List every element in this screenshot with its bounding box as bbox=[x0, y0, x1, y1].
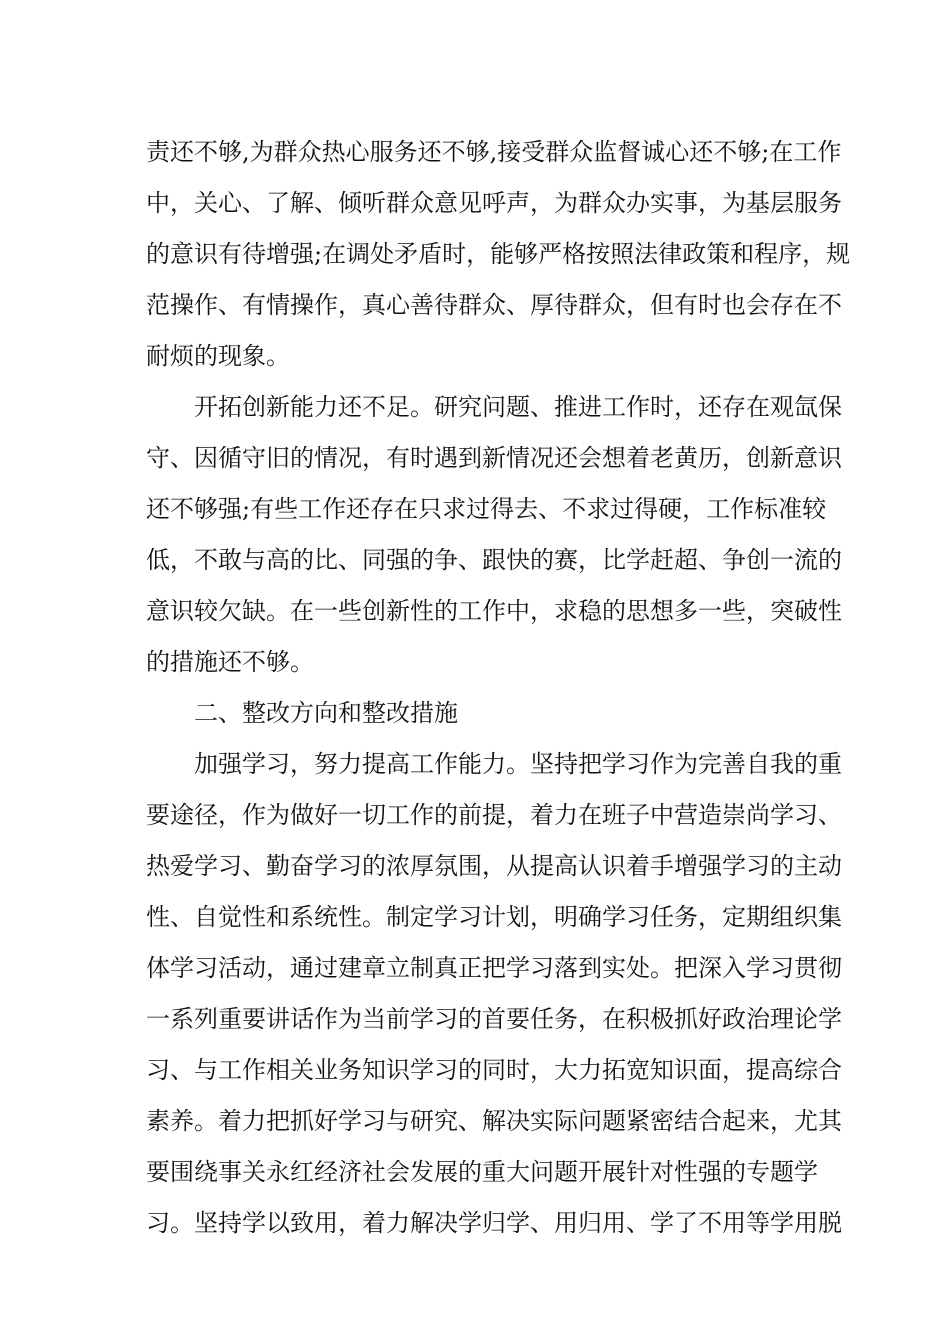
text-line: 热爱学习、勤奋学习的浓厚氛围，从提高认识着手增强学习的主动 bbox=[146, 852, 842, 880]
text-line: 范操作、有情操作，真心善待群众、厚待群众，但有时也会存在不 bbox=[146, 291, 842, 319]
text-line: 还不够强;有些工作还存在只求过得去、不求过得硬，工作标准较 bbox=[146, 495, 827, 523]
text-line: 的措施还不够。 bbox=[146, 648, 314, 676]
text-line: 一系列重要讲话作为当前学习的首要任务，在积极抓好政治理论学 bbox=[146, 1005, 842, 1033]
text-line: 要途径，作为做好一切工作的前提，着力在班子中营造崇尚学习、 bbox=[146, 801, 842, 829]
section-heading: 二、整改方向和整改措施 bbox=[194, 699, 458, 727]
text-line: 要围绕事关永红经济社会发展的重大问题开展针对性强的专题学 bbox=[146, 1158, 818, 1186]
text-line: 中，关心、了解、倾听群众意见呼声，为群众办实事，为基层服务 bbox=[146, 189, 842, 217]
text-line: 的意识有待增强;在调处矛盾时，能够严格按照法律政策和程序，规 bbox=[146, 240, 851, 268]
paragraph-first-line: 开拓创新能力还不足。研究问题、推进工作时，还存在观氙保 bbox=[194, 393, 842, 421]
text-line: 耐烦的现象。 bbox=[146, 342, 290, 370]
text-line: 低，不敢与高的比、同强的争、跟快的赛，比学赶超、争创一流的 bbox=[146, 546, 842, 574]
text-line: 习。坚持学以致用，着力解决学归学、用归用、学了不用等学用脱 bbox=[146, 1209, 842, 1237]
text-line: 素养。着力把抓好学习与研究、解决实际问题紧密结合起来，尤其 bbox=[146, 1107, 842, 1135]
text-line: 性、自觉性和系统性。制定学习计划，明确学习任务，定期组织集 bbox=[146, 903, 842, 931]
text-line: 责还不够,为群众热心服务还不够,接受群众监督诚心还不够;在工作 bbox=[146, 138, 842, 166]
text-line: 体学习活动，通过建章立制真正把学习落到实处。把深入学习贯彻 bbox=[146, 954, 842, 982]
text-line: 习、与工作相关业务知识学习的同时，大力拓宽知识面，提高综合 bbox=[146, 1056, 842, 1084]
paragraph-first-line: 加强学习，努力提高工作能力。坚持把学习作为完善自我的重 bbox=[194, 750, 842, 778]
text-line: 守、因循守旧的情况，有时遇到新情况还会想着老黄历，创新意识 bbox=[146, 444, 842, 472]
text-line: 意识较欠缺。在一些创新性的工作中，求稳的思想多一些，突破性 bbox=[146, 597, 842, 625]
